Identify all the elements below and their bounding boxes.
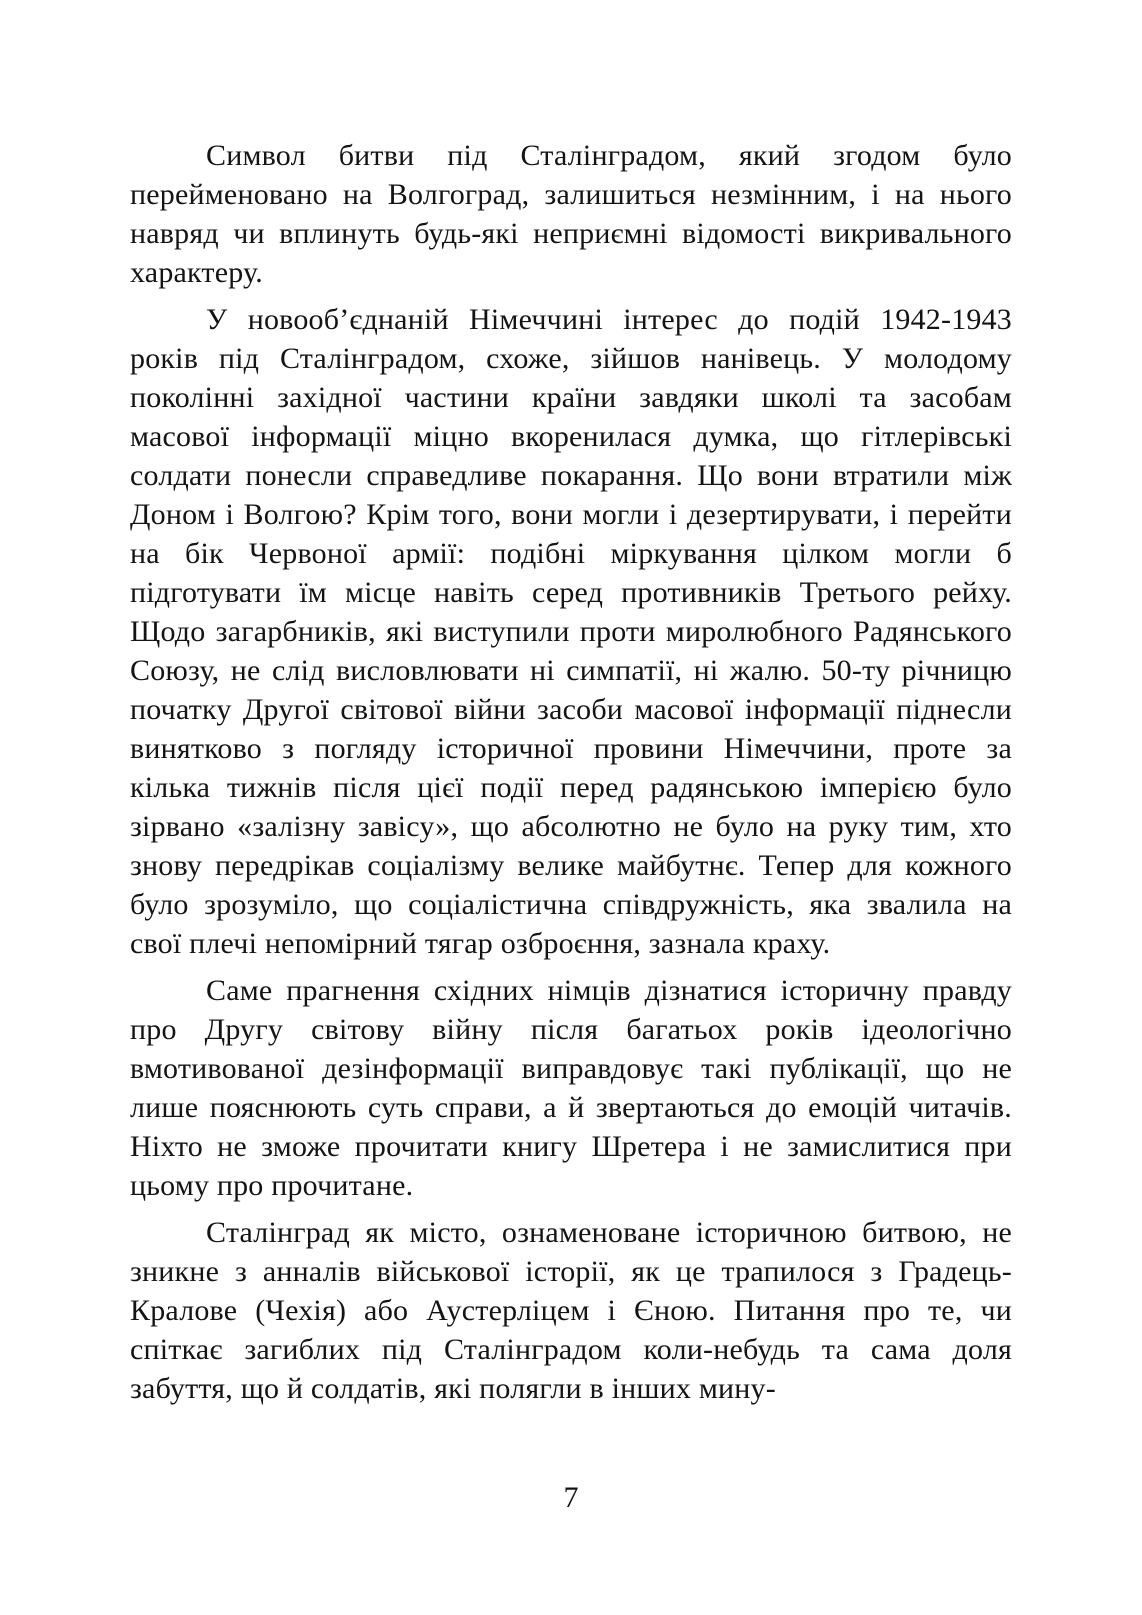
page-number: 7 [563,1481,579,1514]
paragraph-2: У новооб’єднаній Німеччині інтерес до подій 1942-1943 років під Сталінградом, схоже, зійшов нанівець. У молодому поколінні західної частини країни завдяки школі та засобам масової інформації міцно вкоренилася думка, що гітлерівські солдати понесли справедливе покарання. Що вони втратили між Доном і Волгою? Крім того, вони могли і дезертирувати, і перейти на бік Червоної армії: подібні міркування цілком могли б підготувати їм місце навіть серед противників Третього рейху. Щодо загарбників, які виступили проти миролюбного Радянського Союзу, не слід висловлювати ні симпатії, ні жалю. 50-ту річницю початку Другої світової війни засоби масової інформації піднесли винятково з погляду історичної провини Німеччини, проте за кілька тижнів після цієї події перед радянською імперією було зірвано «залізну завісу», що абсолютно не було на руку тим, хто знову передрікав соціалізму велике майбутнє. Тепер для кожного було зрозуміло, що соціалістична співдружність, яка звалила на свої плечі непомірний тягар озброєння, зазнала краху. [130,303,1012,960]
paragraph-3: Саме прагнення східних німців дізнатися історичну правду про Другу світову війну після багатьох років ідеологічно вмотивованої дезінформації виправдовує такі публікації, що не лише пояснюють суть справи, а й звертаються до емоцій читачів. Ніхто не зможе прочитати книгу Шретера і не замислитися при цьому про прочитане. [130,974,1012,1202]
paragraph-4: Сталінград як місто, ознаменоване історичною битвою, не зникне з анналів військової історії, як це трапилося з Градець-Кралове (Чехія) або Аустерліцем і Єною. Питання про те, чи спіткає загиблих під Сталінградом коли-небудь та сама доля забуття, що й солдатів, які полягли в інших мину- [130,1216,1012,1405]
page-text [130,136,1012,1408]
paragraph-1: Символ битви під Сталінградом, який згодом було перейменовано на Волгоград, залишиться незмінним, і на нього навряд чи вплинуть будь-які неприємні відомості викривального характеру. [130,139,1012,289]
